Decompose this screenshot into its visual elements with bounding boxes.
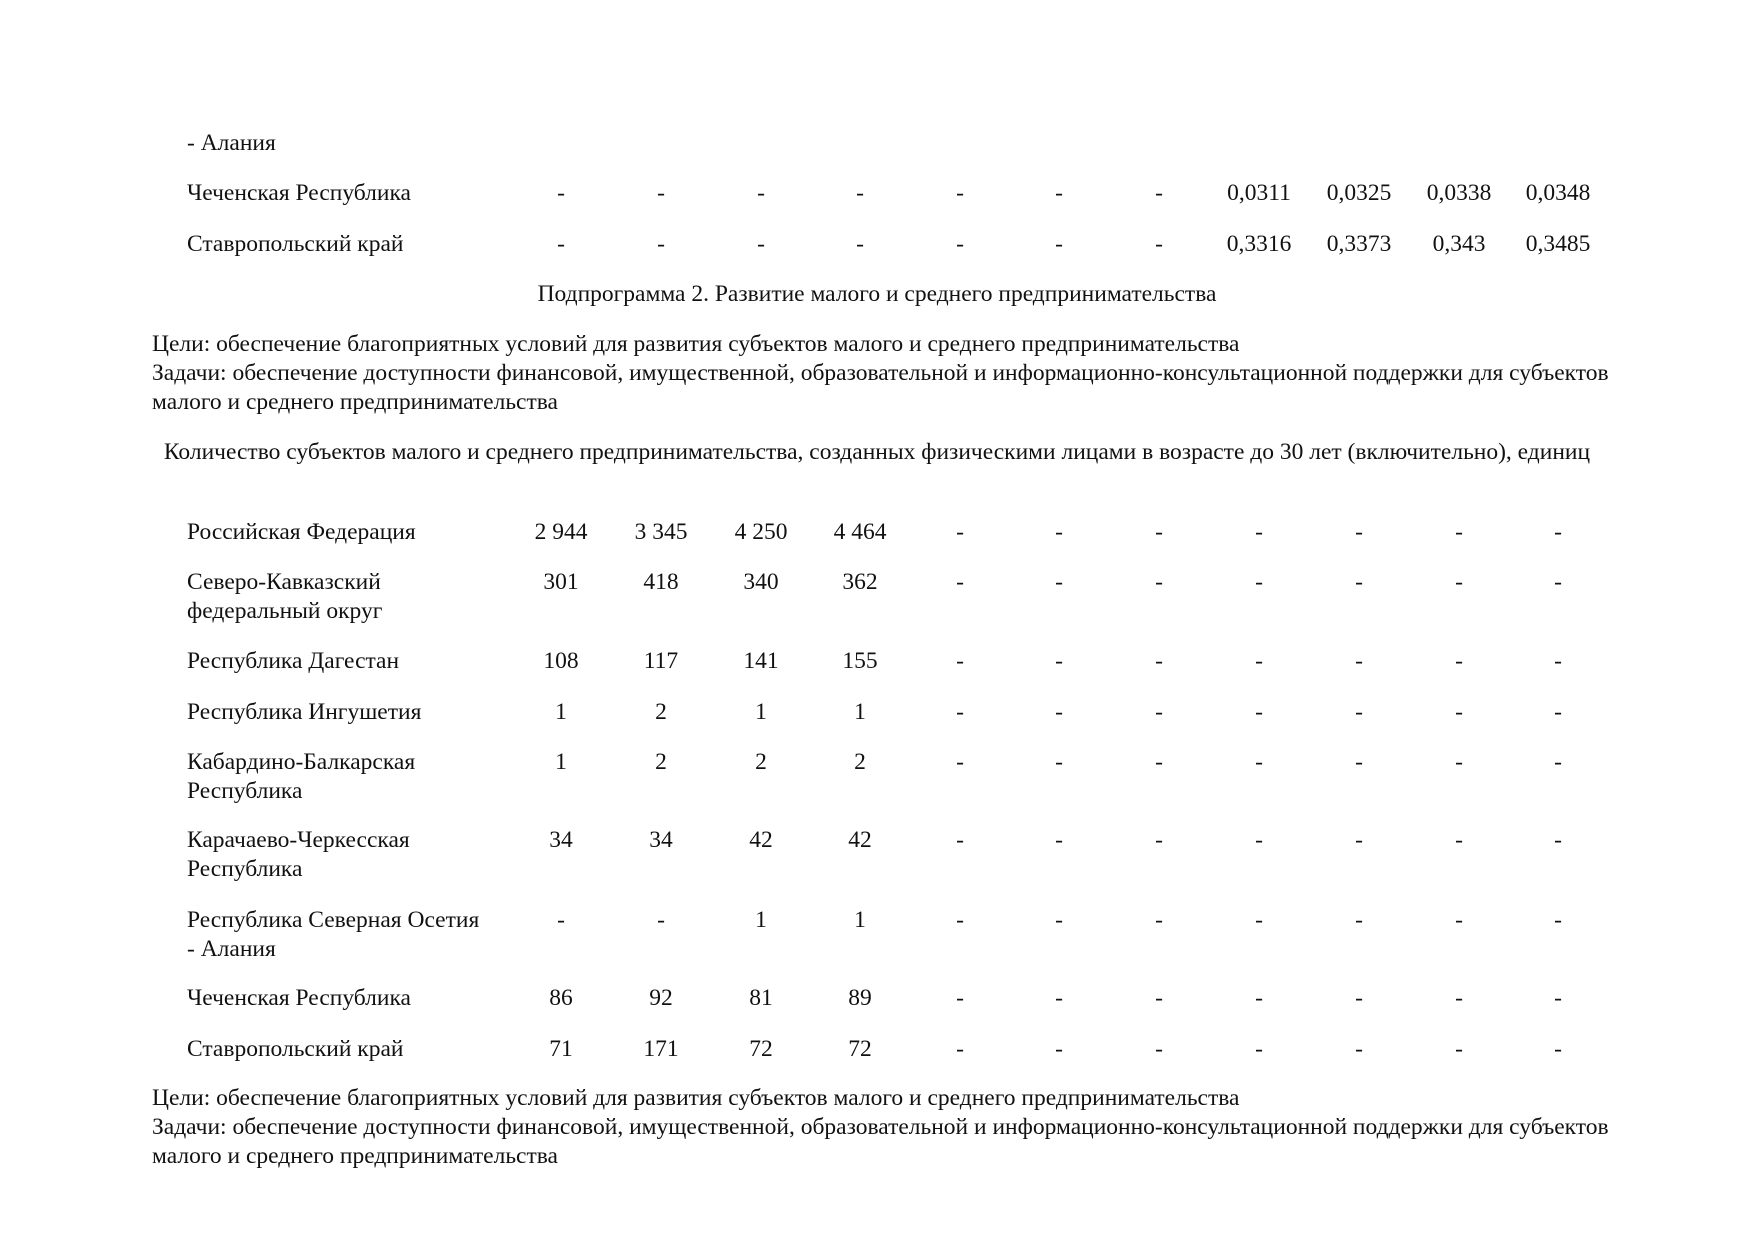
- table-cell: 1: [755, 907, 767, 933]
- table-cell: -: [1355, 749, 1363, 775]
- table-cell: -: [1055, 985, 1063, 1011]
- table-cell: 1: [854, 699, 866, 725]
- table-cell: 171: [643, 1036, 679, 1062]
- table-cell: -: [1055, 231, 1063, 257]
- table-cell: -: [1554, 1036, 1562, 1062]
- table-cell: -: [956, 749, 964, 775]
- tasks-text-1: Задачи: обеспечение доступности финансовой, имущественной, образовательной и информационно-консультационной поддержки для субъектов малого и среднего предпринимательства: [152, 360, 1609, 415]
- table-cell: -: [757, 231, 765, 257]
- table-cell: 42: [749, 827, 773, 853]
- table-cell: 0,0311: [1227, 180, 1291, 206]
- table-cell: 0,3373: [1326, 231, 1392, 257]
- table-cell: -: [1455, 907, 1463, 933]
- table-cell: -: [1355, 648, 1363, 674]
- table-cell: -: [657, 180, 665, 206]
- table-cell: -: [1455, 1036, 1463, 1062]
- table-cell: 1: [555, 749, 567, 775]
- row-label: Российская Федерация: [187, 519, 416, 545]
- row-label: Республика Северная Осетия: [187, 907, 480, 933]
- table-cell: -: [1155, 699, 1163, 725]
- table-cell: -: [1554, 519, 1562, 545]
- table-cell: -: [956, 699, 964, 725]
- tasks-text-2: Задачи: обеспечение доступности финансовой, имущественной, образовательной и информационно-консультационной поддержки для субъектов малого и среднего предпринимательства: [152, 1114, 1609, 1169]
- table-cell: -: [1554, 907, 1562, 933]
- table-cell: 2: [655, 699, 667, 725]
- table-cell: -: [1155, 827, 1163, 853]
- table-cell: 4 464: [833, 519, 887, 545]
- row-label: Ставропольский край: [187, 231, 404, 257]
- table-cell: 71: [549, 1036, 573, 1062]
- table-cell: -: [657, 231, 665, 257]
- table-cell: -: [1155, 519, 1163, 545]
- table-cell: -: [557, 231, 565, 257]
- table-cell: -: [1155, 907, 1163, 933]
- table-cell: 0,0325: [1326, 180, 1392, 206]
- goals-text-1: Цели: обеспечение благоприятных условий для развития субъектов малого и среднего предпринимательства: [152, 331, 1240, 357]
- table-cell: -: [956, 1036, 964, 1062]
- table-cell: 418: [643, 569, 679, 595]
- table-cell: -: [1455, 569, 1463, 595]
- row-label: Республика: [187, 778, 303, 804]
- table-cell: -: [1155, 231, 1163, 257]
- table-cell: -: [1355, 519, 1363, 545]
- table-cell: 0,3485: [1525, 231, 1591, 257]
- table-cell: 42: [848, 827, 872, 853]
- indicator-title: Количество субъектов малого и среднего предпринимательства, созданных физическими лицами в возрасте до 30 лет (включительно), единиц: [163, 439, 1591, 465]
- table-cell: -: [1455, 985, 1463, 1011]
- table-cell: -: [1255, 699, 1263, 725]
- table-cell: 72: [848, 1036, 872, 1062]
- table-cell: 141: [743, 648, 779, 674]
- table-cell: -: [1455, 648, 1463, 674]
- table-cell: -: [1554, 648, 1562, 674]
- table-cell: 34: [549, 827, 573, 853]
- table-cell: -: [956, 180, 964, 206]
- table-cell: -: [1554, 699, 1562, 725]
- table-cell: -: [1455, 749, 1463, 775]
- table-cell: 86: [549, 985, 573, 1011]
- table-cell: -: [1455, 827, 1463, 853]
- table-cell: 3 345: [634, 519, 688, 545]
- table-cell: 108: [543, 648, 579, 674]
- table-cell: -: [1055, 749, 1063, 775]
- row-label: Северо-Кавказский: [187, 569, 381, 595]
- table-cell: -: [956, 231, 964, 257]
- table-cell: -: [1155, 985, 1163, 1011]
- table-cell: -: [1055, 699, 1063, 725]
- table-cell: 4 250: [734, 519, 788, 545]
- table-cell: -: [1255, 907, 1263, 933]
- table-cell: -: [1255, 569, 1263, 595]
- row-label: - Алания: [187, 130, 276, 156]
- table-cell: -: [1055, 827, 1063, 853]
- table-cell: 0,3316: [1226, 231, 1292, 257]
- row-label: Республика Дагестан: [187, 648, 400, 674]
- table-cell: -: [956, 648, 964, 674]
- table-cell: 0,343: [1432, 231, 1486, 257]
- row-label: - Алания: [187, 936, 276, 962]
- table-cell: -: [757, 180, 765, 206]
- table-cell: 81: [749, 985, 773, 1011]
- table-cell: -: [1355, 827, 1363, 853]
- row-label: Республика Ингушетия: [187, 699, 422, 725]
- table-cell: -: [1355, 907, 1363, 933]
- table-cell: -: [1355, 569, 1363, 595]
- row-label: Республика: [187, 856, 303, 882]
- table-cell: 2 944: [534, 519, 588, 545]
- table-cell: -: [1155, 180, 1163, 206]
- table-cell: 155: [842, 648, 878, 674]
- table-cell: -: [956, 907, 964, 933]
- table-cell: -: [1255, 519, 1263, 545]
- table-cell: 89: [848, 985, 872, 1011]
- table-cell: -: [1255, 827, 1263, 853]
- table-cell: -: [1554, 985, 1562, 1011]
- table-cell: -: [1255, 648, 1263, 674]
- table-cell: -: [956, 569, 964, 595]
- table-cell: -: [1155, 749, 1163, 775]
- table-cell: 301: [543, 569, 579, 595]
- table-cell: -: [557, 907, 565, 933]
- row-label: федеральный округ: [187, 598, 383, 624]
- table-cell: 2: [655, 749, 667, 775]
- table-cell: -: [1055, 1036, 1063, 1062]
- table-cell: 1: [854, 907, 866, 933]
- table-cell: -: [1055, 907, 1063, 933]
- table-cell: -: [1055, 569, 1063, 595]
- table-cell: -: [1055, 180, 1063, 206]
- table-cell: -: [1255, 1036, 1263, 1062]
- row-label: Ставропольский край: [187, 1036, 404, 1062]
- table-cell: -: [1255, 749, 1263, 775]
- table-cell: -: [1255, 985, 1263, 1011]
- table-cell: 1: [755, 699, 767, 725]
- table-cell: 92: [649, 985, 673, 1011]
- table-cell: -: [1355, 1036, 1363, 1062]
- table-cell: -: [1155, 648, 1163, 674]
- table-cell: 2: [755, 749, 767, 775]
- table-cell: 1: [555, 699, 567, 725]
- table-cell: 34: [649, 827, 673, 853]
- row-label: Чеченская Республика: [187, 180, 411, 206]
- table-cell: 72: [749, 1036, 773, 1062]
- table-cell: -: [1554, 827, 1562, 853]
- table-cell: -: [956, 827, 964, 853]
- table-cell: -: [856, 231, 864, 257]
- table-cell: 2: [854, 749, 866, 775]
- table-cell: -: [1155, 569, 1163, 595]
- table-cell: 340: [743, 569, 779, 595]
- table-cell: -: [956, 519, 964, 545]
- table-cell: -: [557, 180, 565, 206]
- table-cell: -: [1554, 569, 1562, 595]
- table-cell: 0,0338: [1426, 180, 1492, 206]
- table-cell: -: [1355, 699, 1363, 725]
- row-label: Чеченская Республика: [187, 985, 411, 1011]
- table-cell: -: [1455, 699, 1463, 725]
- table-cell: -: [1055, 648, 1063, 674]
- table-cell: -: [1155, 1036, 1163, 1062]
- table-cell: 0,0348: [1525, 180, 1591, 206]
- table-cell: -: [1455, 519, 1463, 545]
- table-cell: -: [657, 907, 665, 933]
- subprogram-title: Подпрограмма 2. Развитие малого и среднего предпринимательства: [537, 281, 1217, 307]
- goals-text-2: Цели: обеспечение благоприятных условий для развития субъектов малого и среднего предпринимательства: [152, 1085, 1240, 1111]
- table-cell: 117: [643, 648, 679, 674]
- table-cell: -: [1355, 985, 1363, 1011]
- table-cell: -: [1554, 749, 1562, 775]
- table-cell: -: [856, 180, 864, 206]
- table-cell: -: [1055, 519, 1063, 545]
- table-cell: 362: [842, 569, 878, 595]
- row-label: Карачаево-Черкесская: [187, 827, 410, 853]
- table-cell: -: [956, 985, 964, 1011]
- row-label: Кабардино-Балкарская: [187, 749, 416, 775]
